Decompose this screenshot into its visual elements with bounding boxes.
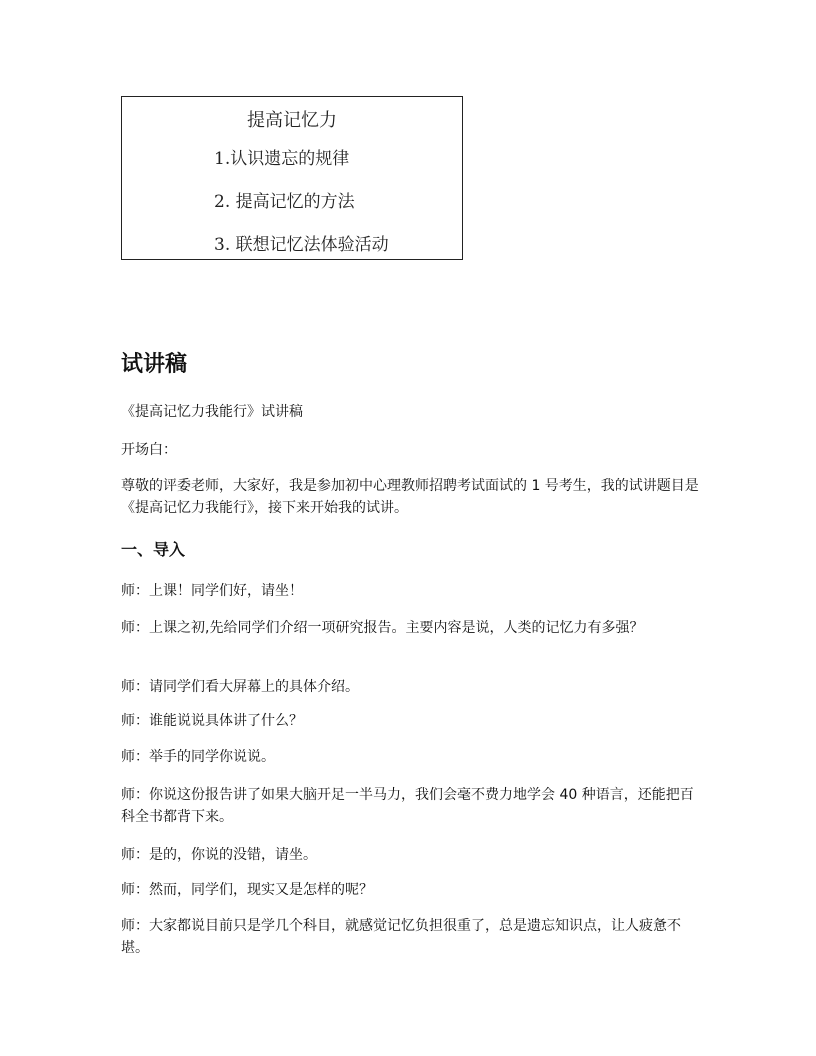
page-heading: 试讲稿: [121, 352, 188, 377]
dialogue-line-9: 师：大家都说目前只是学几个科目，就感觉记忆负担很重了，总是遗忘知识点，让人疲惫不堪。: [121, 918, 681, 956]
board-title: 提高记忆力: [247, 110, 337, 131]
board-item-3: 3. 联想记忆法体验活动: [214, 235, 389, 255]
opening-paragraph: 尊敬的评委老师，大家好，我是参加初中心理教师招聘考试面试的 1 号考生，我的试讲题目是《提高记忆力我能行》，接下来开始我的试讲。: [121, 478, 699, 516]
board-item-1: 1.认识遗忘的规律: [214, 149, 350, 169]
opening-label: 开场白：: [121, 442, 177, 458]
dialogue-line-2: 师：上课之初,先给同学们介绍一项研究报告。主要内容是说，人类的记忆力有多强？: [121, 620, 644, 636]
dialogue-line-3: 师：请同学们看大屏幕上的具体介绍。: [121, 679, 359, 695]
script-title: 《提高记忆力我能行》试讲稿: [121, 404, 303, 420]
dialogue-line-7: 师：是的，你说的没错，请坐。: [121, 847, 317, 863]
dialogue-line-5: 师：举手的同学你说说。: [121, 749, 275, 765]
dialogue-line-8: 师：然而，同学们，现实又是怎样的呢？: [121, 882, 373, 898]
section-title-intro: 一、导入: [121, 540, 186, 559]
blackboard-outline-box: [121, 96, 463, 260]
dialogue-line-4: 师：谁能说说具体讲了什么？: [121, 713, 303, 729]
dialogue-line-6: 师：你说这份报告讲了如果大脑开足一半马力，我们会毫不费力地学会 40 种语言，还能把百科全书都背下来。: [121, 787, 694, 825]
dialogue-line-1: 师：上课！同学们好，请坐！: [121, 583, 303, 599]
board-item-2: 2. 提高记忆的方法: [214, 192, 355, 212]
